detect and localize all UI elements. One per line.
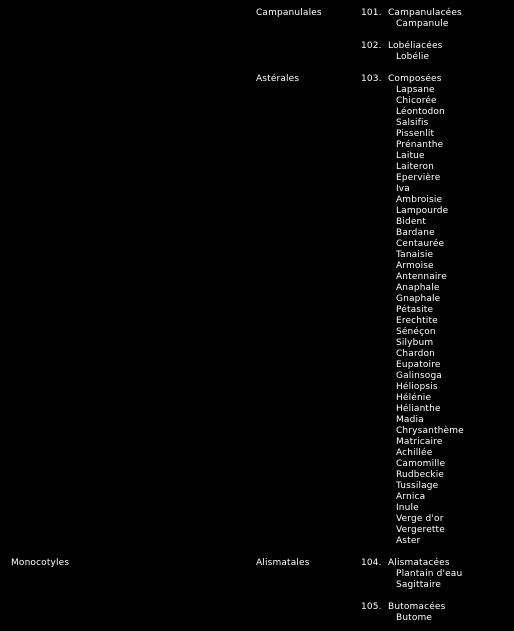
genus-item: Epervière — [396, 173, 441, 183]
genus-item: Bardane — [396, 228, 435, 238]
genus-item: Anaphale — [396, 283, 440, 293]
genus-item: Camomille — [396, 459, 446, 469]
genus-item: Madia — [396, 415, 424, 425]
family-number: 104. — [361, 558, 382, 568]
genus-item: Antennaire — [396, 272, 447, 282]
genus-item: Iva — [396, 184, 410, 194]
taxonomy-group-campanulacees — [0, 8, 514, 30]
genus-list — [396, 613, 432, 624]
family-number: 102. — [361, 41, 382, 51]
genus-item: Silybum — [396, 338, 434, 348]
genus-list — [396, 569, 462, 591]
family-name: Alismatacées — [388, 558, 450, 568]
genus-item: Inule — [396, 503, 419, 513]
taxonomy-group-composees — [0, 74, 514, 547]
genus-item: Centaurée — [396, 239, 445, 249]
family-name: Lobéliacées — [388, 41, 443, 51]
taxonomy-group-lobeliacees — [0, 41, 514, 63]
class-name: Monocotyles — [11, 558, 70, 568]
family-heading — [361, 8, 462, 19]
genus-item: Tussilage — [396, 481, 439, 491]
genus-item: Hélénie — [396, 393, 432, 403]
genus-item: Lobélie — [396, 52, 430, 62]
genus-item: Eupatoire — [396, 360, 441, 370]
genus-item: Plantain d'eau — [396, 569, 463, 579]
genus-item: Tanaisie — [396, 250, 434, 260]
genus-item: Erechtite — [396, 316, 438, 326]
family-name: Composées — [388, 74, 442, 84]
genus-item: Ambroisie — [396, 195, 443, 205]
genus-item: Aster — [396, 536, 421, 546]
family-heading — [361, 74, 442, 85]
genus-item: Prénanthe — [396, 140, 444, 150]
genus-item: Pissenlit — [396, 129, 435, 139]
genus-item: Lampourde — [396, 206, 449, 216]
genus-item: Achillée — [396, 448, 433, 458]
genus-item: Butome — [396, 613, 433, 623]
genus-item: Laiteron — [396, 162, 435, 172]
genus-item: Chicorée — [396, 96, 437, 106]
genus-item: Armoise — [396, 261, 434, 271]
genus-item: Sagittaire — [396, 580, 442, 590]
order-name: Alismatales — [256, 558, 310, 568]
genus-item: Rudbeckie — [396, 470, 445, 480]
genus-item: Campanule — [396, 19, 449, 29]
genus-item: Lapsane — [396, 85, 435, 95]
family-heading — [361, 602, 445, 613]
family-heading — [361, 41, 443, 52]
genus-item: Laitue — [396, 151, 425, 161]
genus-item: Sénéçon — [396, 327, 436, 337]
family-number: 101. — [361, 8, 382, 18]
genus-item: Matricaire — [396, 437, 443, 447]
genus-item: Bident — [396, 217, 427, 227]
genus-item: Galinsoga — [396, 371, 442, 381]
family-name: Butomacées — [388, 602, 446, 612]
genus-item: Vergerette — [396, 525, 445, 535]
genus-item: Héliopsis — [396, 382, 438, 392]
family-number: 103. — [361, 74, 382, 84]
taxonomy-group-alismatacees — [0, 558, 514, 591]
family-number: 105. — [361, 602, 382, 612]
genus-item: Verge d'or — [396, 514, 444, 524]
genus-item: Pétasite — [396, 305, 434, 315]
genus-item: Léontodon — [396, 107, 445, 117]
genus-item: Salsifis — [396, 118, 429, 128]
genus-item: Arnica — [396, 492, 426, 502]
genus-list — [396, 85, 464, 547]
genus-item: Hélianthe — [396, 404, 441, 414]
order-name: Astérales — [256, 74, 300, 84]
genus-list — [396, 19, 449, 30]
family-heading — [361, 558, 450, 569]
genus-list — [396, 52, 429, 63]
genus-item: Chardon — [396, 349, 436, 359]
genus-item: Gnaphale — [396, 294, 441, 304]
order-name: Campanulales — [256, 8, 322, 18]
family-name: Campanulacées — [388, 8, 462, 18]
genus-item: Chrysanthème — [396, 426, 464, 436]
taxonomy-group-butomacees — [0, 602, 514, 624]
